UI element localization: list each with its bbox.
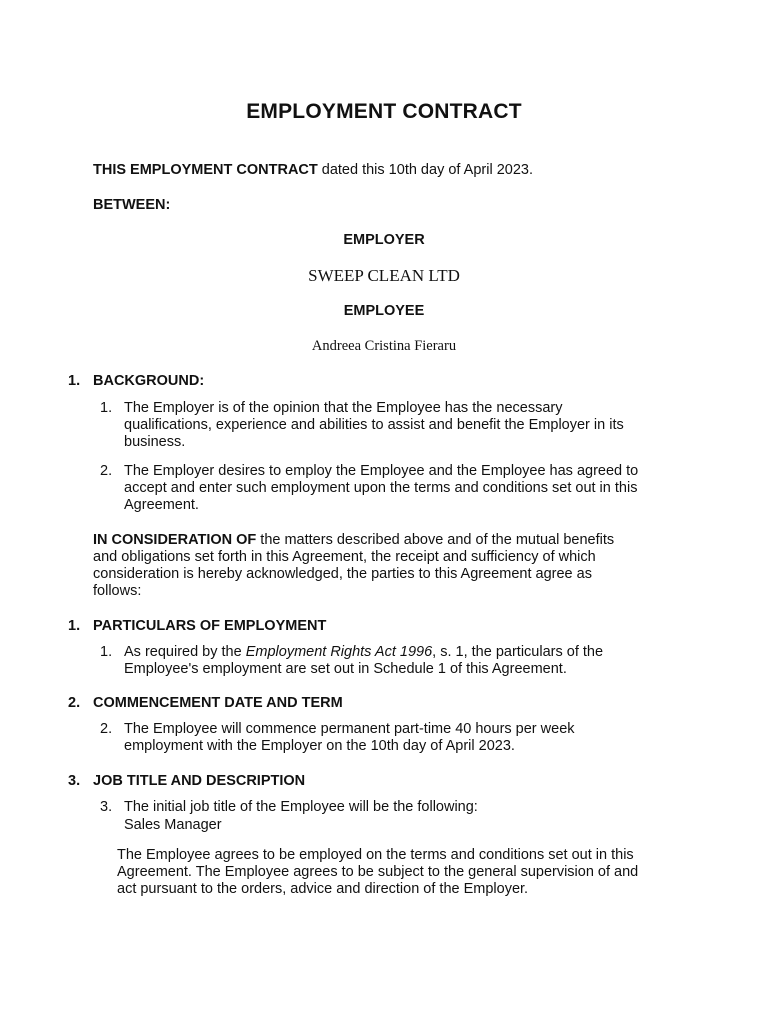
intro-bold: THIS EMPLOYMENT CONTRACT (93, 162, 318, 178)
intro-line (93, 162, 533, 179)
list-item-number: 1. (100, 644, 113, 660)
between-label: BETWEEN: (93, 197, 171, 213)
text-line: The Employer desires to employ the Employee and the Employee has agreed to (124, 463, 639, 479)
text-segment: As required by the (124, 644, 246, 660)
text-line: act pursuant to the orders, advice and direction of the Employer. (117, 881, 529, 897)
section-number: 2. (68, 695, 81, 711)
list-item-number: 3. (100, 799, 113, 815)
act-reference: Employment Rights Act 1996 (245, 644, 433, 660)
list-item-text (124, 644, 684, 678)
job-description-paragraph (117, 847, 697, 898)
section-heading-job: JOB TITLE AND DESCRIPTION (93, 773, 306, 789)
consideration-rest: the matters described above and of the mutual benefits (256, 532, 615, 548)
list-item-text (124, 721, 684, 755)
employer-label: EMPLOYER (343, 232, 425, 248)
text-segment: , s. 1, the particulars of the (432, 644, 604, 660)
employee-name: Andreea Cristina Fieraru (311, 338, 457, 354)
text-line: Agreement. (124, 497, 199, 513)
employee-label: EMPLOYEE (343, 303, 425, 319)
section-number: 1. (68, 373, 81, 389)
text-line: Agreement. The Employee agrees to be subject to the general supervision of and (117, 864, 639, 880)
section-heading-background: BACKGROUND: (93, 373, 205, 389)
text-line: consideration is hereby acknowledged, the parties to this Agreement agree as (93, 566, 592, 582)
text-line: The initial job title of the Employee will be the following: (124, 799, 478, 815)
text-line (124, 644, 684, 661)
text-line: The Employer is of the opinion that the Employee has the necessary (124, 400, 563, 416)
list-item-number: 2. (100, 463, 113, 479)
text-line: The Employee will commence permanent part-time 40 hours per week (124, 721, 575, 737)
intro-rest: dated this 10th day of April 2023. (317, 162, 533, 178)
consideration-bold: IN CONSIDERATION OF (93, 532, 257, 548)
text-line: The Employee agrees to be employed on the terms and conditions set out in this (117, 847, 634, 863)
list-item-text (124, 400, 684, 451)
list-item-number: 2. (100, 721, 113, 737)
section-number: 1. (68, 618, 81, 634)
text-line: accept and enter such employment upon the terms and conditions set out in this (124, 480, 638, 496)
text-line: business. (124, 434, 186, 450)
document-title: EMPLOYMENT CONTRACT (246, 100, 522, 123)
text-line: and obligations set forth in this Agreement, the receipt and sufficiency of which (93, 549, 596, 565)
text-line: follows: (93, 583, 142, 599)
section-heading-particulars: PARTICULARS OF EMPLOYMENT (93, 618, 327, 634)
section-number: 3. (68, 773, 81, 789)
section-heading-commencement: COMMENCEMENT DATE AND TERM (93, 695, 343, 711)
text-line: Employee's employment are set out in Schedule 1 of this Agreement. (124, 661, 567, 677)
text-line (93, 532, 693, 549)
job-title-value: Sales Manager (124, 817, 222, 833)
text-line: qualifications, experience and abilities to assist and benefit the Employer in its (124, 417, 624, 433)
employer-name: SWEEP CLEAN LTD (308, 266, 460, 285)
consideration-paragraph (93, 532, 693, 600)
list-item-number: 1. (100, 400, 113, 416)
text-line: employment with the Employer on the 10th day of April 2023. (124, 738, 515, 754)
list-item-text (124, 463, 684, 514)
list-item-text (124, 799, 684, 834)
